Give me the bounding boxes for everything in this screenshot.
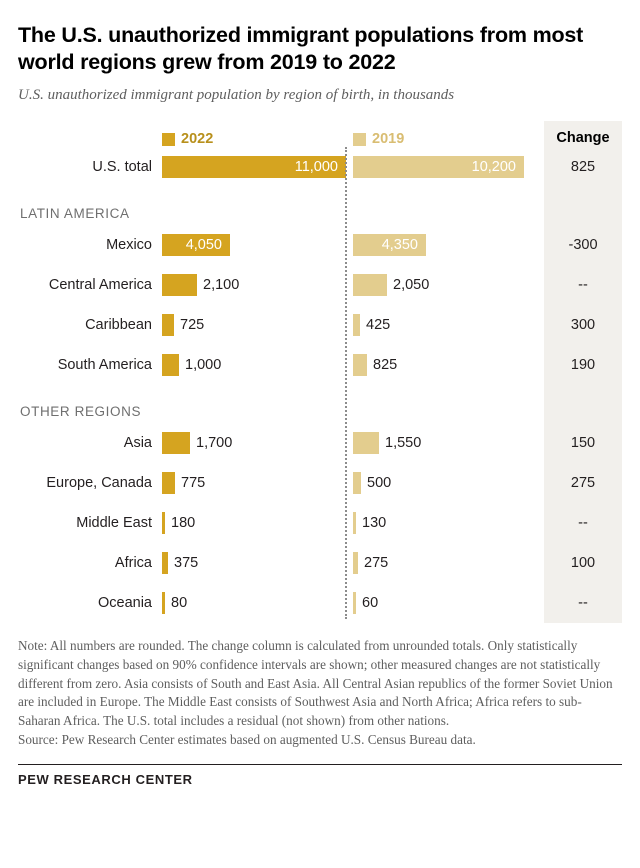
bar-value-label: 2,100: [203, 277, 240, 294]
spacer: [353, 186, 544, 226]
section-label: LATIN AMERICA: [20, 206, 130, 222]
bar: [162, 472, 175, 494]
row-label: U.S. total: [92, 159, 152, 176]
change-value: -300: [568, 237, 598, 254]
bar-value-label: 130: [362, 515, 387, 532]
bar-value-label: 180: [171, 515, 196, 532]
bar: [162, 314, 174, 336]
bar-cell: [162, 305, 353, 345]
bar-value-label: 4,050: [185, 237, 222, 254]
bar-cell: [353, 305, 544, 345]
bar: [353, 592, 356, 614]
chart-row: [18, 503, 622, 543]
bar: [162, 156, 346, 178]
chart-legend: [18, 121, 622, 147]
chart-row: [18, 225, 622, 265]
bar-value-label: 1,000: [185, 357, 222, 374]
bar-cell: [162, 583, 353, 623]
page-title: The U.S. unauthorized immigrant populations from most world regions grew from 2019 to 2022: [18, 23, 584, 74]
bar: [162, 432, 190, 454]
bar-cell: [162, 503, 353, 543]
chart-row: [18, 305, 622, 345]
bar: [162, 274, 197, 296]
bar-value-label: 500: [367, 475, 392, 492]
change-value: 150: [570, 435, 596, 452]
bar: [353, 314, 360, 336]
spacer: [162, 384, 353, 424]
legend-label-2022: 2022: [181, 131, 214, 148]
bar: [353, 156, 524, 178]
section-header-row: [18, 385, 622, 423]
chart-area: [18, 121, 622, 623]
bar-value-label: 825: [373, 357, 398, 374]
row-label: Oceania: [97, 595, 152, 612]
change-column-header: Change: [556, 130, 610, 147]
legend-2022: [162, 131, 353, 147]
row-label: Caribbean: [85, 317, 152, 334]
bar: [353, 512, 356, 534]
legend-2019: [353, 131, 544, 147]
bar: [162, 234, 230, 256]
section-header-row: [18, 187, 622, 225]
bar-value-label: 375: [174, 555, 199, 572]
bar-value-label: 2,050: [393, 277, 430, 294]
bar: [162, 552, 168, 574]
series-divider: [345, 147, 347, 619]
legend-swatch-2019-icon: [353, 133, 366, 146]
bar-value-label: 275: [364, 555, 389, 572]
source-text: Source: Pew Research Center estimates based on augmented U.S. Census Bureau data.: [18, 731, 476, 747]
bar-cell: [353, 265, 544, 305]
bar-cell: [353, 543, 544, 583]
bar-cell: [353, 423, 544, 463]
bar-cell: [162, 463, 353, 503]
bar-value-label: 1,550: [385, 435, 422, 452]
bar-value-label: 775: [181, 475, 206, 492]
bar: [353, 274, 387, 296]
bar-cell: [162, 423, 353, 463]
change-value: --: [578, 595, 588, 612]
chart-row: [18, 583, 622, 623]
bar-cell: [162, 225, 353, 265]
row-label: Asia: [123, 435, 152, 452]
bar-value-label: 425: [366, 317, 391, 334]
change-value: --: [578, 277, 588, 294]
bar-value-label: 10,200: [471, 159, 516, 176]
chart-rows: [18, 147, 622, 623]
bar-value-label: 725: [180, 317, 205, 334]
spacer: [162, 186, 353, 226]
row-label: Europe, Canada: [46, 475, 152, 492]
chart-row: [18, 423, 622, 463]
bar: [162, 592, 165, 614]
bar: [162, 512, 165, 534]
bar-value-label: 80: [171, 595, 188, 612]
row-label: Mexico: [106, 237, 152, 254]
bar-cell: [162, 265, 353, 305]
change-value: --: [578, 515, 588, 532]
chart-footnotes: [18, 637, 618, 749]
bar: [353, 354, 367, 376]
bar-cell: [353, 503, 544, 543]
row-label: Central America: [48, 277, 152, 294]
note-text: Note: All numbers are rounded. The change column is calculated from unrounded totals. Only statistically significant changes based on 90% confidence intervals are shown; other measured changes are not statistically different from zero. Asia consists of South and East Asia. All Central Asian republics of the former Soviet Union are included in Europe. The Middle East consists of Southwest Asia and North Africa; Africa refers to sub-Saharan Africa. The U.S. total includes a residual (not shown) from other nations.: [18, 638, 613, 729]
bar: [353, 472, 361, 494]
bar-value-label: 1,700: [196, 435, 233, 452]
bar-cell: [162, 147, 353, 187]
bar-cell: [353, 345, 544, 385]
row-label: Africa: [114, 555, 152, 572]
row-label: South America: [57, 357, 152, 374]
chart-row: [18, 463, 622, 503]
bar-cell: [353, 147, 544, 187]
brand-label: PEW RESEARCH CENTER: [18, 771, 193, 787]
change-value: 825: [570, 159, 596, 176]
bar: [353, 552, 358, 574]
spacer: [353, 384, 544, 424]
change-value: 275: [570, 475, 596, 492]
legend-swatch-2022-icon: [162, 133, 175, 146]
chart-row: [18, 147, 622, 187]
chart-row: [18, 543, 622, 583]
chart-row: [18, 345, 622, 385]
bar-cell: [162, 345, 353, 385]
row-label: Middle East: [76, 515, 152, 532]
bar-cell: [353, 583, 544, 623]
bar-cell: [162, 543, 353, 583]
change-value: 190: [570, 357, 596, 374]
section-label: OTHER REGIONS: [20, 404, 142, 420]
bar-value-label: 60: [362, 595, 379, 612]
chart-row: [18, 265, 622, 305]
bar-cell: [353, 225, 544, 265]
change-value: 300: [570, 317, 596, 334]
footer-divider: [18, 764, 622, 765]
bar-value-label: 11,000: [294, 159, 338, 176]
chart-subtitle: U.S. unauthorized immigrant population by region of birth, in thousands: [18, 86, 455, 103]
bar: [353, 234, 426, 256]
bar-value-label: 4,350: [381, 237, 418, 254]
bar: [162, 354, 179, 376]
bar-cell: [353, 463, 544, 503]
legend-label-2019: 2019: [372, 131, 405, 148]
bar: [353, 432, 379, 454]
change-value: 100: [570, 555, 596, 572]
